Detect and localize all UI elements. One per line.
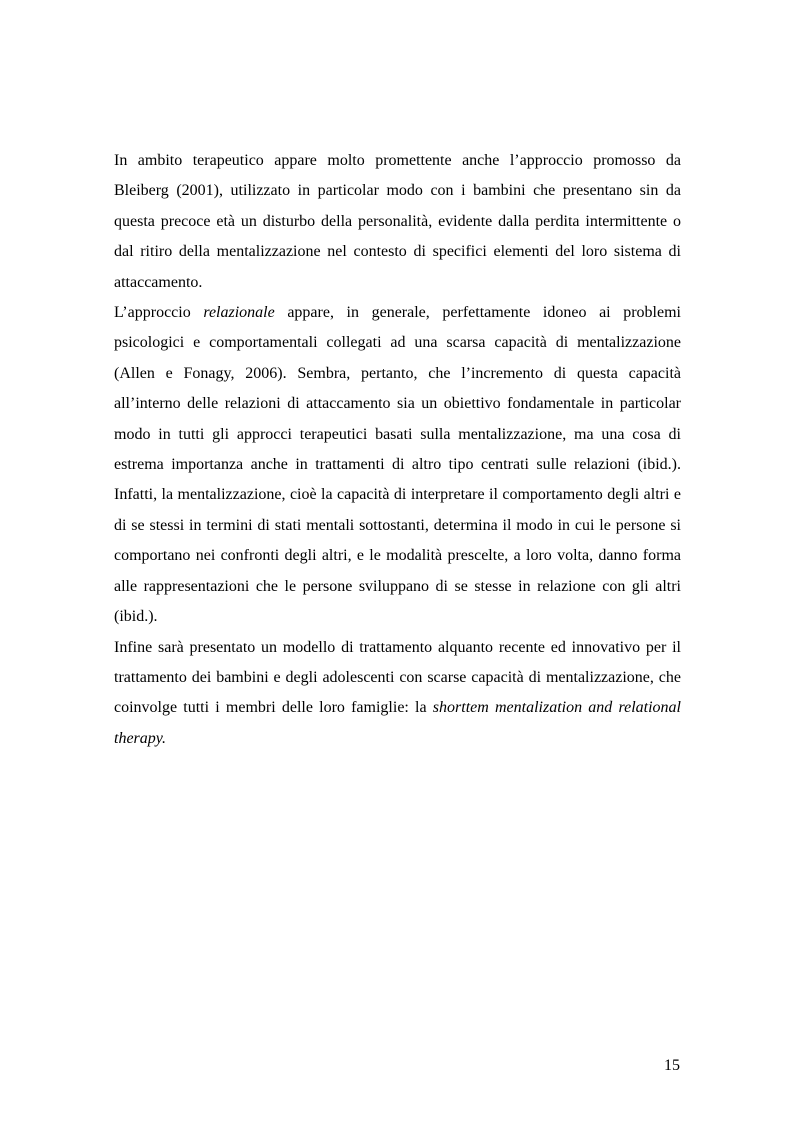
page-number: 15 <box>664 1057 680 1074</box>
paragraph-2-text-rest: appare, in generale, perfettamente idoneo ai problemi psicologici e comportamentali collegati ad una scarsa capacità di mentalizzazione (Allen e Fonagy, 2006). Sembra, pertanto, che l’incremento di questa capacità all’interno delle relazioni di attaccamento sia un obiettivo fondamentale in particolar modo in tutti gli approcci terapeutici basati sulla mentalizzazione, ma una cosa di estrema importanza anche in trattamenti di altro tipo centrati sulle relazioni (ibid.). Infatti, la mentalizzazione, cioè la capacità di interpretare il comportamento degli altri e di se stessi in termini di stati mentali sottostanti, determina il modo in cui le persone si comportano nei confronti degli altri, e le modalità prescelte, a loro volta, danno forma alle rappresentazioni che le persone sviluppano di se stesse in relazione con gli altri (ibid.). <box>114 304 681 626</box>
paragraph-1 <box>114 146 681 298</box>
paragraph-1-text: In ambito terapeutico appare molto promettente anche l’approccio promosso da Bleiberg (2001), utilizzato in particolar modo con i bambini che presentano sin da questa precoce età un disturbo della personalità, evidente dalla perdita intermittente o dal ritiro della mentalizzazione nel contesto di specifici elementi del loro sistema di attaccamento. <box>114 152 681 291</box>
paragraph-3 <box>114 633 681 755</box>
paragraph-3-italic-title: shorttem mentalization and relational therapy. <box>114 699 681 747</box>
paragraph-2 <box>114 298 681 632</box>
body-text <box>114 146 681 754</box>
paragraph-2-italic-term: relazionale <box>203 304 275 322</box>
paragraph-3-text: Infine sarà presentato un modello di trattamento alquanto recente ed innovativo per il trattamento dei bambini e degli adolescenti con scarse capacità di mentalizzazione, che coinvolge tutti i membri delle loro famiglie: la <box>114 638 681 717</box>
paragraph-2-text-start: L’approccio <box>114 304 204 322</box>
